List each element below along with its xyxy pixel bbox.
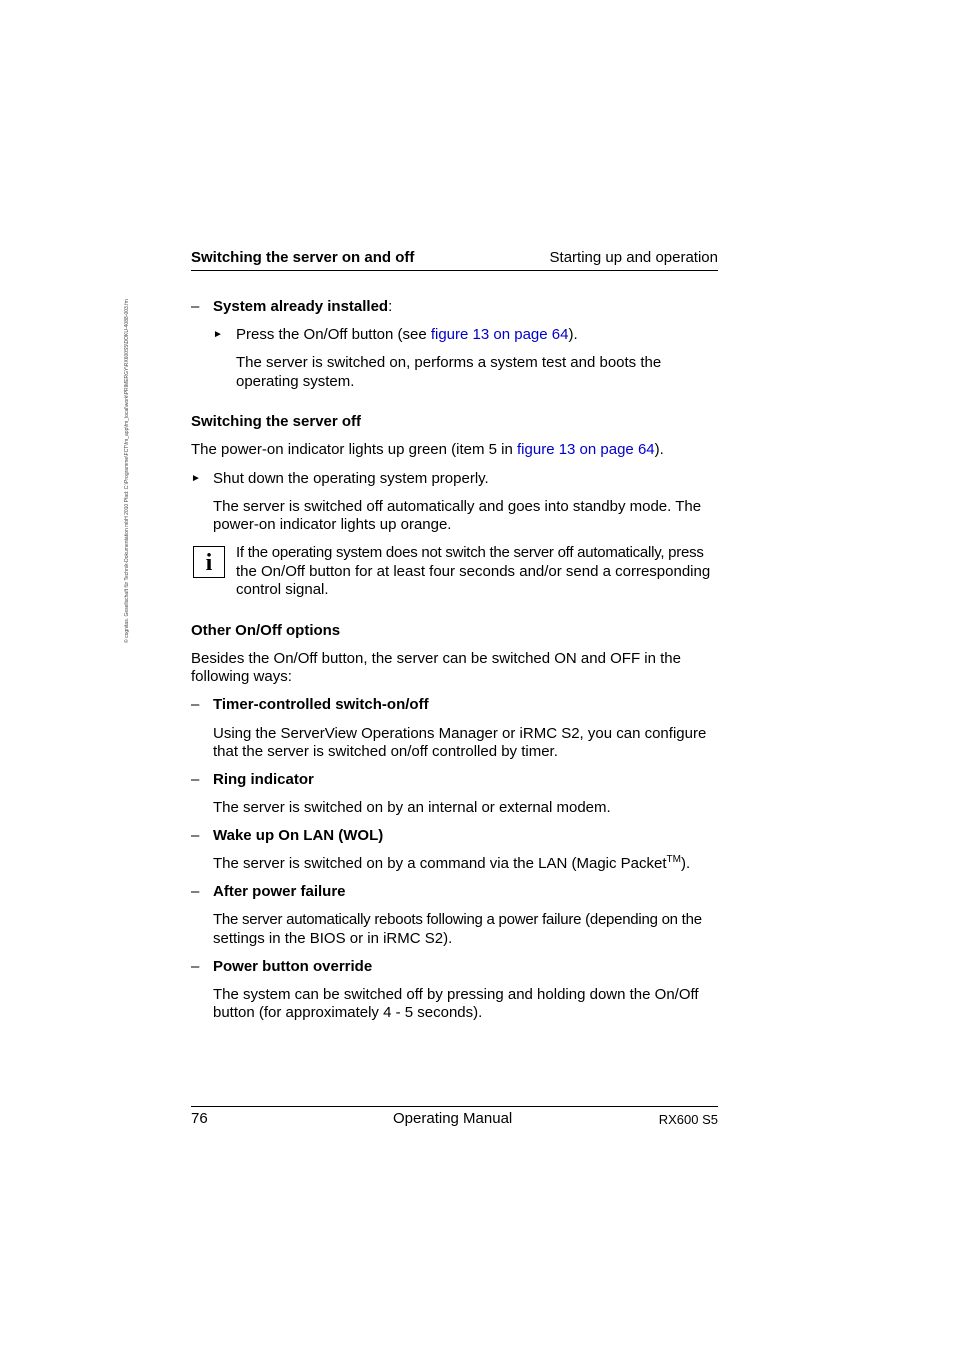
power-failure-title: After power failure	[213, 883, 346, 900]
timer-line-1: Using the ServerView Operations Manager or iRMC S2, you can configure	[213, 725, 707, 742]
ring-title: Ring indicator	[213, 771, 314, 788]
switch-off-intro-end: ).	[654, 441, 664, 458]
info-icon-glyph: i	[205, 550, 213, 576]
page-number: 76	[191, 1110, 208, 1127]
other-intro-line-1: Besides the On/Off button, the server can be switched ON and OFF in the	[191, 650, 681, 667]
other-heading: Other On/Off options	[191, 622, 341, 639]
trademark-sup: TM	[666, 854, 681, 865]
info-icon	[193, 546, 225, 578]
dash-bullet: –	[191, 696, 200, 713]
footer-rule	[191, 1106, 718, 1107]
figure-link[interactable]: figure 13 on page 64	[517, 441, 655, 458]
switch-off-result-line-1: The server is switched off automatically and goes into standby mode. The	[213, 498, 702, 515]
installed-colon: :	[388, 298, 393, 315]
side-note: © cognitas. Gesellschaft für Technik-Dokumentation mbH 2010 Pfad: C:\Programme\FCT\fm_app\fm_local\work\PRIMERGY\RX600S5\DOKU-4088-003.fm	[124, 299, 130, 643]
power-failure-line-1: The server automatically reboots following a power failure (depending on the	[213, 911, 702, 928]
installed-result-line-1: The server is switched on, performs a system test and boots the	[236, 354, 662, 371]
switch-off-intro	[191, 440, 664, 459]
installed-step	[236, 325, 578, 344]
installed-item	[213, 297, 392, 316]
header-section-title: Switching the server on and off	[191, 249, 415, 266]
switch-off-heading: Switching the server off	[191, 413, 362, 430]
figure-link[interactable]: figure 13 on page 64	[430, 326, 569, 343]
override-title: Power button override	[213, 958, 373, 975]
switch-off-step: Shut down the operating system properly.	[213, 470, 489, 487]
dash-bullet: –	[191, 827, 200, 844]
dash-bullet: –	[191, 883, 200, 900]
timer-line-2: that the server is switched on/off controlled by timer.	[213, 743, 558, 760]
footer-model: RX600 S5	[658, 1112, 718, 1127]
dash-bullet: –	[191, 771, 200, 788]
switch-off-result-line-2: power-on indicator lights up orange.	[213, 516, 452, 533]
switch-off-intro-text: The power-on indicator lights up green (item 5 in	[191, 441, 518, 458]
timer-title: Timer-controlled switch-on/off	[213, 696, 429, 713]
note-line-2: the On/Off button for at least four seconds and/or send a corresponding	[236, 563, 711, 580]
installed-result-line-2: operating system.	[236, 373, 355, 390]
wol-text-main: The server is switched on by a command via the LAN (Magic Packet	[213, 855, 667, 872]
ring-text: The server is switched on by an internal or external modem.	[213, 799, 611, 816]
note-line-3: control signal.	[236, 581, 329, 598]
power-failure-line-2: settings in the BIOS or in iRMC S2).	[213, 930, 453, 947]
installed-title: System already installed	[213, 298, 389, 315]
override-line-2: button (for approximately 4 - 5 seconds).	[213, 1004, 483, 1021]
other-intro-line-2: following ways:	[191, 668, 292, 685]
note-line-1: If the operating system does not switch the server off automatically, press	[236, 544, 704, 561]
dash-bullet: –	[191, 958, 200, 975]
installed-step-text: Press the On/Off button (see	[236, 326, 431, 343]
wol-text-end: ).	[680, 855, 691, 872]
step-marker-icon: ►	[213, 329, 223, 340]
override-line-1: The system can be switched off by pressing and holding down the On/Off	[213, 986, 699, 1003]
wol-title: Wake up On LAN (WOL)	[213, 827, 384, 844]
wol-text	[213, 854, 690, 873]
step-marker-icon: ►	[191, 473, 201, 484]
header-chapter-title: Starting up and operation	[549, 249, 718, 266]
dash-bullet: –	[191, 298, 200, 315]
installed-step-end: ).	[568, 326, 578, 343]
footer-manual-title: Operating Manual	[393, 1110, 513, 1127]
header-rule	[191, 270, 718, 271]
